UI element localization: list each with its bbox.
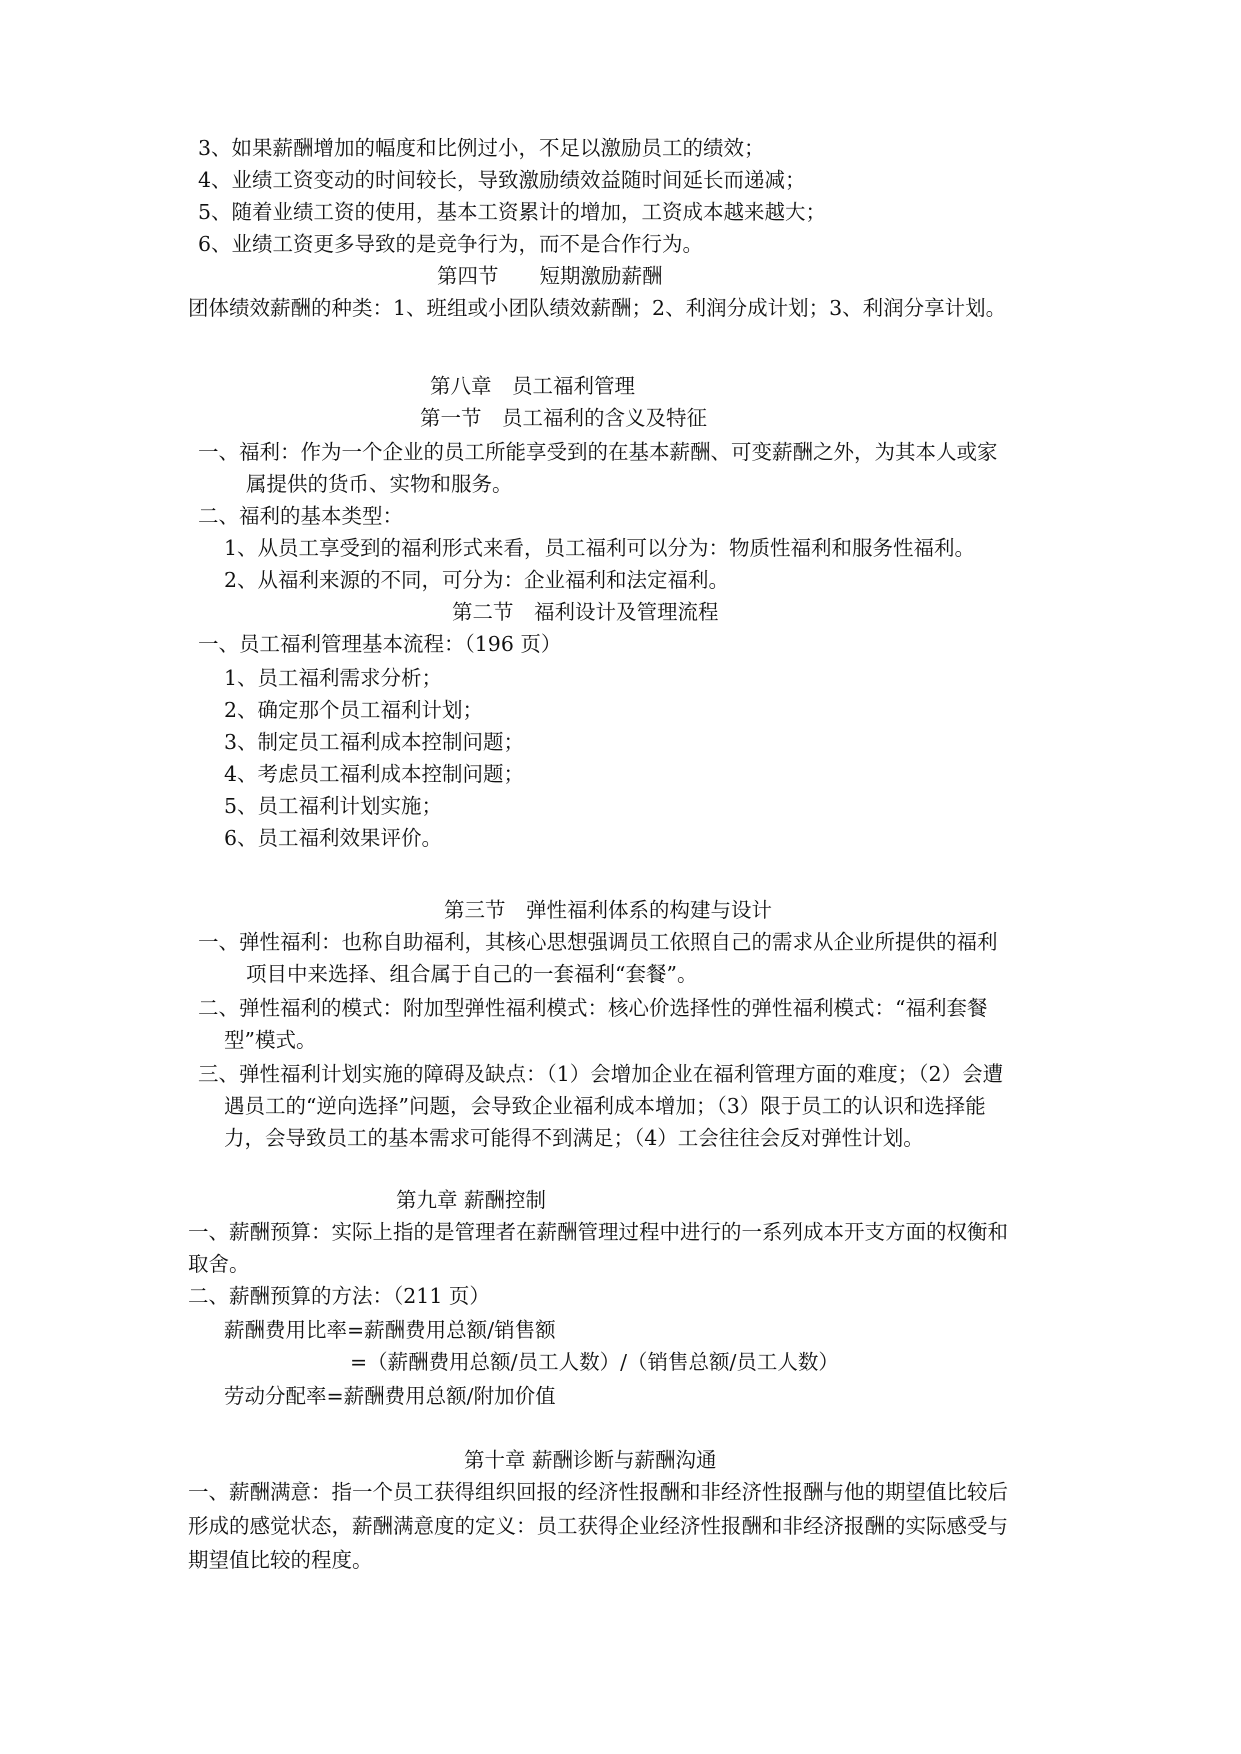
paragraph-line: 项目中来选择、组合属于自己的一套福利“套餐”。 — [246, 962, 698, 986]
paragraph-line: 一、福利：作为一个企业的员工所能享受到的在基本薪酬、可变薪酬之外，为其本人或家 — [198, 440, 998, 464]
formula: 薪酬费用比率=薪酬费用总额/销售额 — [224, 1318, 556, 1342]
paragraph-line: 二、弹性福利的模式：附加型弹性福利模式：核心价选择性的弹性福利模式：“福利套餐 — [198, 996, 988, 1020]
paragraph: 二、薪酬预算的方法：（211 页） — [188, 1284, 490, 1308]
paragraph-line: 属提供的货币、实物和服务。 — [246, 472, 513, 496]
paragraph-line: 三、弹性福利计划实施的障碍及缺点：（1）会增加企业在福利管理方面的难度；（2）会遭 — [198, 1062, 1004, 1086]
paragraph-line: 一、薪酬满意：指一个员工获得组织回报的经济性报酬和非经济性报酬与他的期望值比较后 — [188, 1480, 1008, 1504]
paragraph-line: 型”模式。 — [224, 1028, 317, 1052]
chapter-title: 第九章 薪酬控制 — [396, 1188, 547, 1212]
section-heading: 第三节 弹性福利体系的构建与设计 — [444, 898, 772, 922]
section-heading: 第四节 短期激励薪酬 — [437, 264, 663, 288]
paragraph-line: 形成的感觉状态，薪酬满意度的定义：员工获得企业经济性报酬和非经济报酬的实际感受与 — [188, 1514, 1008, 1538]
list-item: 1、员工福利需求分析； — [224, 666, 443, 690]
paragraph-line: 期望值比较的程度。 — [188, 1548, 373, 1572]
list-item: 6、员工福利效果评价。 — [224, 826, 443, 850]
section-heading: 第二节 福利设计及管理流程 — [452, 600, 719, 624]
list-item: 3、制定员工福利成本控制问题； — [224, 730, 525, 754]
paragraph-line: 遇员工的“逆向选择”问题，会导致企业福利成本增加；（3）限于员工的认识和选择能 — [224, 1094, 986, 1118]
section-heading: 第一节 员工福利的含义及特征 — [420, 406, 707, 430]
paragraph: 一、员工福利管理基本流程：（196 页） — [198, 632, 562, 656]
list-item: 2、确定那个员工福利计划； — [224, 698, 484, 722]
paragraph-line: 一、薪酬预算：实际上指的是管理者在薪酬管理过程中进行的一系列成本开支方面的权衡和 — [188, 1220, 1008, 1244]
list-item: 5、随着业绩工资的使用，基本工资累计的增加，工资成本越来越大； — [198, 200, 827, 224]
list-item: 2、从福利来源的不同，可分为：企业福利和法定福利。 — [224, 568, 730, 592]
formula: =（薪酬费用总额/员工人数）/（销售总额/员工人数） — [350, 1350, 839, 1374]
formula: 劳动分配率=薪酬费用总额/附加价值 — [224, 1384, 556, 1408]
list-item: 4、业绩工资变动的时间较长，导致激励绩效益随时间延长而递减； — [198, 168, 806, 192]
chapter-title: 第十章 薪酬诊断与薪酬沟通 — [464, 1448, 717, 1472]
paragraph-line: 一、弹性福利：也称自助福利，其核心思想强调员工依照自己的需求从企业所提供的福利 — [198, 930, 998, 954]
paragraph-line: 力，会导致员工的基本需求可能得不到满足；（4）工会往往会反对弹性计划。 — [224, 1126, 924, 1150]
list-item: 5、员工福利计划实施； — [224, 794, 443, 818]
list-item: 6、业绩工资更多导致的是竞争行为，而不是合作行为。 — [198, 232, 704, 256]
list-item: 3、如果薪酬增加的幅度和比例过小，不足以激励员工的绩效； — [198, 136, 765, 160]
list-item: 1、从员工享受到的福利形式来看，员工福利可以分为：物质性福利和服务性福利。 — [224, 536, 976, 560]
paragraph: 团体绩效薪酬的种类：1、班组或小团队绩效薪酬；2、利润分成计划；3、利润分享计划。 — [188, 296, 1007, 320]
paragraph-line: 取舍。 — [188, 1252, 250, 1276]
paragraph: 二、福利的基本类型： — [198, 504, 403, 528]
list-item: 4、考虑员工福利成本控制问题； — [224, 762, 525, 786]
chapter-title: 第八章 员工福利管理 — [430, 374, 635, 398]
